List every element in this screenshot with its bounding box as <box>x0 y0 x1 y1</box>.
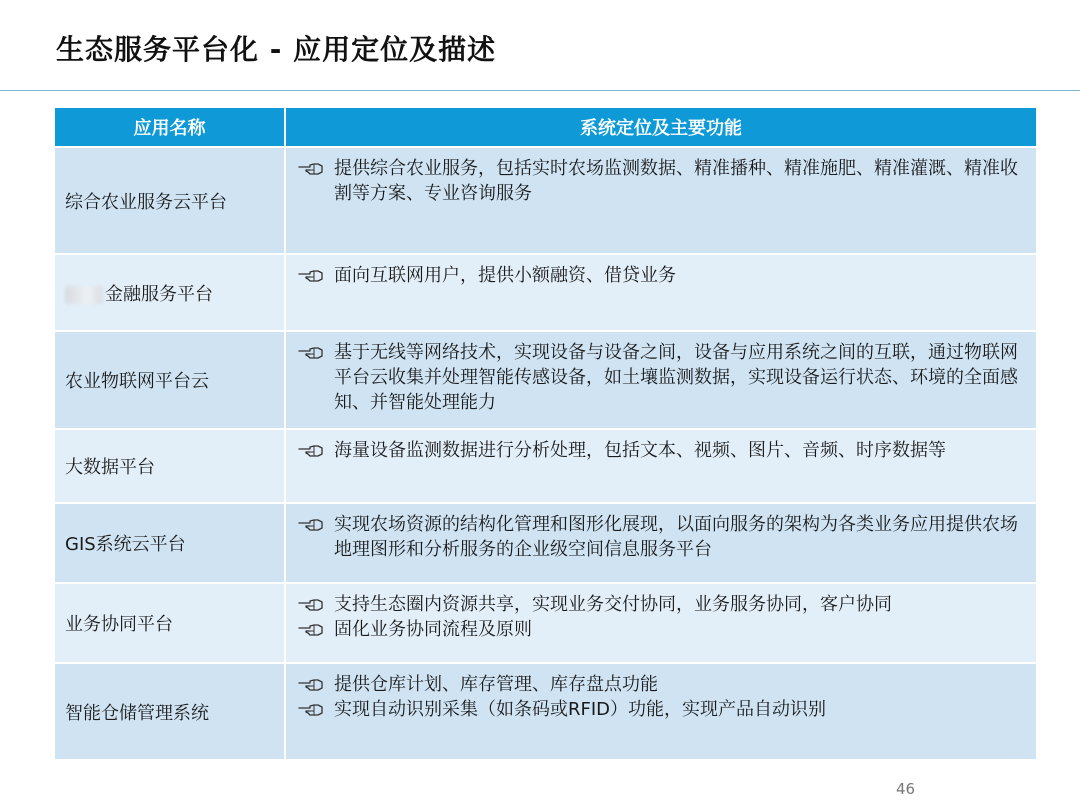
pointing-hand-icon <box>296 263 334 288</box>
page-number: 46 <box>896 780 916 798</box>
pointing-hand-icon <box>296 697 334 722</box>
column-header-function: 系统定位及主要功能 <box>286 108 1036 146</box>
bullet-item <box>296 156 1026 206</box>
table-row <box>55 146 1036 253</box>
bullet-text: 面向互联网用户，提供小额融资、借贷业务 <box>334 265 676 286</box>
bullet-text: 支持生态圈内资源共享，实现业务交付协同，业务服务协同，客户协同 <box>334 594 892 615</box>
app-name-cell <box>55 428 286 502</box>
pointing-hand-icon <box>296 438 334 463</box>
bullet-item <box>296 697 1026 722</box>
bullet-text: 海量设备监测数据进行分析处理，包括文本、视频、图片、音频、时序数据等 <box>334 440 946 461</box>
bullet-item <box>296 592 1026 617</box>
bullet-text: 基于无线等网络技术，实现设备与设备之间，设备与应用系统之间的互联，通过物联网平台云收集并处理智能传感设备，如土壤监测数据，实现设备运行状态、环境的全面感知、并智能处理能力 <box>334 342 1018 413</box>
app-description-cell <box>286 502 1036 582</box>
app-name: 综合农业服务云平台 <box>65 191 227 213</box>
app-description-cell <box>286 582 1036 662</box>
table-row <box>55 582 1036 662</box>
pointing-hand-icon <box>296 592 334 617</box>
app-description-cell <box>286 253 1036 330</box>
pointing-hand-icon <box>296 512 334 537</box>
pointing-hand-icon <box>296 156 334 181</box>
app-name: 智能仓储管理系统 <box>65 702 209 724</box>
bullet-item <box>296 512 1026 562</box>
bullet-item <box>296 263 1026 288</box>
app-name-cell <box>55 502 286 582</box>
application-table <box>55 108 1036 759</box>
bullet-text: 固化业务协同流程及原则 <box>334 619 532 640</box>
page-title: 生态服务平台化 - 应用定位及描述 <box>56 33 497 66</box>
app-description-cell <box>286 428 1036 502</box>
bullet-item <box>296 672 1026 697</box>
app-name: 业务协同平台 <box>65 614 173 635</box>
bullet-text: 提供综合农业服务，包括实时农场监测数据、精准播种、精准施肥、精准灌溉、精准收割等方案、专业咨询服务 <box>334 158 1018 204</box>
app-name-cell <box>55 330 286 428</box>
app-description-cell <box>286 146 1036 253</box>
title-divider <box>0 90 1080 91</box>
bullet-item <box>296 617 1026 642</box>
pointing-hand-icon <box>296 617 334 642</box>
table-header-row <box>55 108 1036 146</box>
bullet-text: 实现自动识别采集（如条码或RFID）功能，实现产品自动识别 <box>334 699 827 720</box>
column-header-app-name: 应用名称 <box>55 108 286 146</box>
app-name-cell <box>55 146 286 253</box>
redacted-mark <box>65 286 103 304</box>
bullet-text: 提供仓库计划、库存管理、库存盘点功能 <box>334 674 658 695</box>
app-name: 金融服务平台 <box>105 283 213 305</box>
app-name-cell <box>55 582 286 662</box>
app-name-cell <box>55 253 286 330</box>
pointing-hand-icon <box>296 672 334 697</box>
app-name-cell <box>55 662 286 759</box>
table-row <box>55 502 1036 582</box>
table-row <box>55 662 1036 759</box>
bullet-item <box>296 340 1026 415</box>
table-row <box>55 428 1036 502</box>
table-row <box>55 253 1036 330</box>
app-description-cell <box>286 330 1036 428</box>
pointing-hand-icon <box>296 340 334 365</box>
bullet-text: 实现农场资源的结构化管理和图形化展现，以面向服务的架构为各类业务应用提供农场地理图形和分析服务的企业级空间信息服务平台 <box>334 514 1018 560</box>
table-row <box>55 330 1036 428</box>
bullet-item <box>296 438 1026 463</box>
app-description-cell <box>286 662 1036 759</box>
app-name: 大数据平台 <box>65 457 155 478</box>
app-name: GIS系统云平台 <box>65 534 186 555</box>
app-name: 农业物联网平台云 <box>65 371 209 392</box>
